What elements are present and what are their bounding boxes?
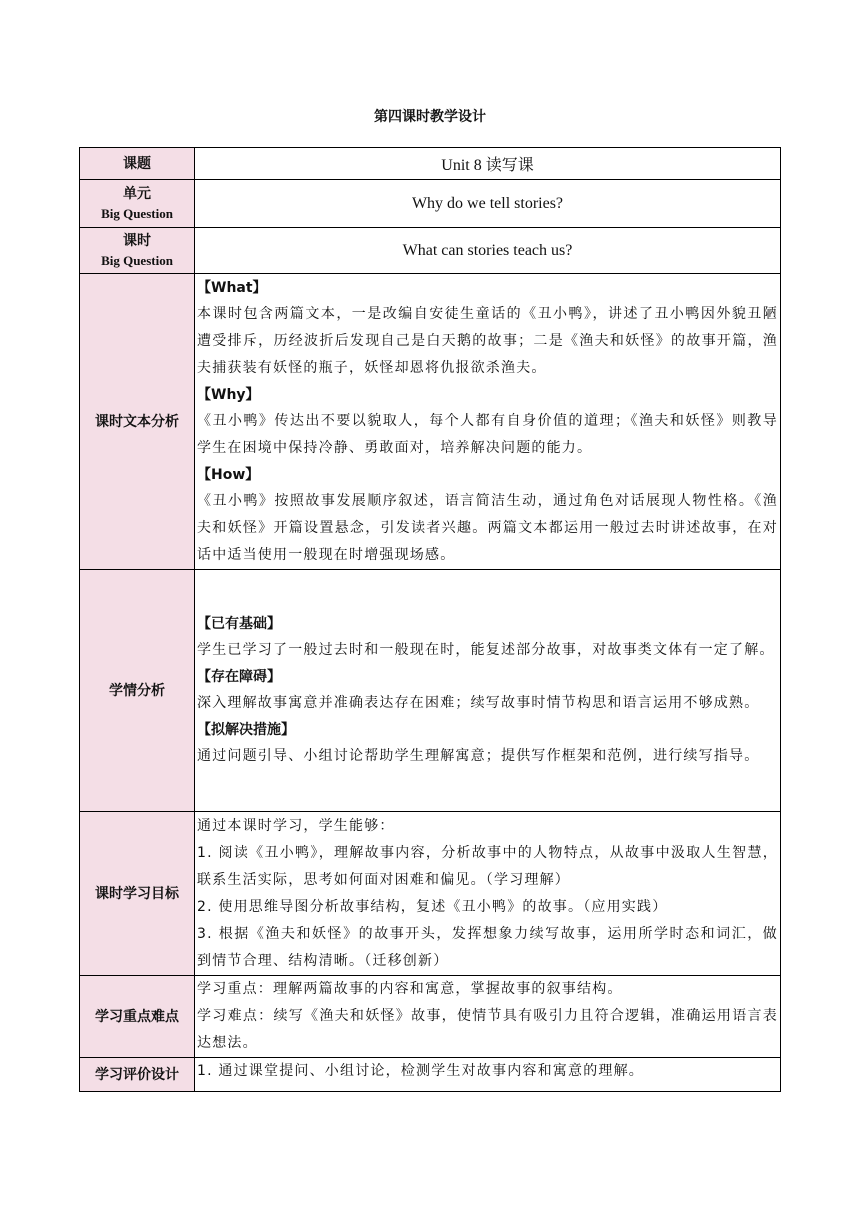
objective-item: 1. 阅读《丑小鸭》，理解故事内容，分析故事中的人物特点，从故事中汲取人生智慧，联系生活实际，思考如何面对困难和偏见。（学习理解） — [197, 844, 778, 888]
heading-what: 【What】 — [197, 279, 267, 296]
content-evaluation — [195, 1058, 781, 1092]
label-unit-en: Big Question — [101, 205, 173, 221]
row-evaluation — [80, 1058, 781, 1092]
heading-basis: 【已有基础】 — [197, 616, 281, 632]
label-lesson-big-question — [80, 228, 195, 274]
row-unit-big-question — [80, 180, 781, 228]
row-key-points — [80, 976, 781, 1058]
row-topic — [80, 148, 781, 180]
heading-why: 【Why】 — [197, 386, 260, 403]
label-lesson-en: Big Question — [101, 252, 173, 268]
label-unit-cn: 单元 — [123, 185, 151, 202]
content-learner-analysis — [195, 570, 781, 812]
label-unit-big-question — [80, 180, 195, 228]
heading-obstacle: 【存在障碍】 — [197, 669, 281, 685]
value-lesson-big-question: What can stories teach us? — [195, 228, 781, 274]
page-title: 第四课时教学设计 — [374, 109, 486, 125]
text-evaluation: 1. 通过课堂提问、小组讨论，检测学生对故事内容和寓意的理解。 — [197, 1063, 645, 1079]
objective-item: 2. 使用思维导图分析故事结构，复述《丑小鸭》的故事。（应用实践） — [197, 898, 668, 915]
row-text-analysis — [80, 274, 781, 570]
text-measure: 通过问题引导、小组讨论帮助学生理解寓意；提供写作框架和范例，进行续写指导。 — [197, 748, 760, 764]
text-basis: 学生已学习了一般过去时和一般现在时，能复述部分故事，对故事类文体有一定了解。 — [197, 642, 775, 658]
text-objectives-intro: 通过本课时学习，学生能够： — [197, 817, 395, 834]
label-lesson-cn: 课时 — [123, 232, 151, 249]
text-why: 《丑小鸭》传达出不要以貌取人，每个人都有自身价值的道理；《渔夫和妖怪》则教导学生在困境中保持冷静、勇敢面对，培养解决问题的能力。 — [197, 412, 778, 456]
text-focus: 学习重点：理解两篇故事的内容和寓意，掌握故事的叙事结构。 — [197, 981, 623, 997]
heading-measure: 【拟解决措施】 — [197, 722, 295, 738]
row-objectives — [80, 812, 781, 976]
objective-item: 3. 根据《渔夫和妖怪》的故事开头，发挥想象力续写故事，运用所学时态和词汇，做到情节合理、结构清晰。（迁移创新） — [197, 925, 778, 969]
text-difficulty: 学习难点：续写《渔夫和妖怪》故事，使情节具有吸引力且符合逻辑，准确运用语言表达想法。 — [197, 1008, 778, 1051]
label-objectives: 课时学习目标 — [80, 812, 195, 976]
lesson-plan-table — [79, 147, 781, 1092]
label-learner-analysis: 学情分析 — [80, 570, 195, 812]
value-unit-big-question: Why do we tell stories? — [195, 180, 781, 228]
label-key-points: 学习重点难点 — [80, 976, 195, 1058]
content-key-points — [195, 976, 781, 1058]
label-text-analysis: 课时文本分析 — [80, 274, 195, 570]
text-how: 《丑小鸭》按照故事发展顺序叙述，语言简洁生动，通过角色对话展现人物性格。《渔夫和妖怪》开篇设置悬念，引发读者兴趣。两篇文本都运用一般过去时讲述故事，在对话中适当使用一般现在时增强现场感。 — [197, 492, 778, 563]
content-objectives — [195, 812, 781, 976]
row-lesson-big-question — [80, 228, 781, 274]
label-evaluation: 学习评价设计 — [80, 1058, 195, 1092]
row-learner-analysis — [80, 570, 781, 812]
text-obstacle: 深入理解故事寓意并准确表达存在困难；续写故事时情节构思和语言运用不够成熟。 — [197, 695, 760, 711]
heading-how: 【How】 — [197, 466, 260, 483]
text-what: 本课时包含两篇文本，一是改编自安徒生童话的《丑小鸭》，讲述了丑小鸭因外貌丑陋遭受排斥，历经波折后发现自己是白天鹅的故事；二是《渔夫和妖怪》的故事开篇，渔夫捕获装有妖怪的瓶子，妖怪却恩将仇报欲杀渔夫。 — [197, 305, 778, 376]
value-topic: Unit 8 读写课 — [195, 148, 781, 180]
label-topic: 课题 — [80, 148, 195, 180]
content-text-analysis — [195, 274, 781, 570]
